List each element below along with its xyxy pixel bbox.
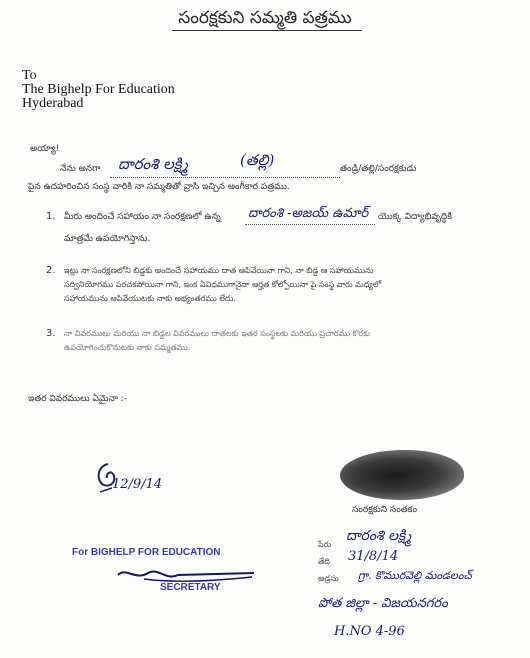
address-city: Hyderabad xyxy=(22,96,84,111)
document-title: సంరక్షకుని సమ్మతి పత్రము xyxy=(178,8,352,28)
address-org: The Bighelp For Education xyxy=(22,82,175,97)
point-2-line1: ఇట్లు నా సంరక్షణలోని బిడ్డకు అందించే సహాయము దాత ఆపివేయినా గాని, నా బిడ్డ ఆ సహాయమును xyxy=(64,266,374,275)
stamp-line2: SECRETARY xyxy=(160,582,221,593)
declaration-continuation: పైన ఉదహరించిన సంస్థ వారికి నా సమ్మతితో వ్రాసి ఇచ్చిన అంగీకార పత్రము. xyxy=(28,182,290,192)
point-1-text-line2: మాత్రమే ఉపయోగిస్తాను. xyxy=(64,234,151,244)
point-3-line2: ఉపయోగించుకొనుటకు నాకు సమ్మతము. xyxy=(64,343,191,352)
initial-date: 12/9/14 xyxy=(112,477,163,492)
point-2-line2: సద్వినియోగము పరచకపోయినా గాని, ఇంక ఏవిధముగానైనా అర్హత కోల్పోయినా పై సంస్థ వారు మధ్యలో xyxy=(64,280,382,289)
point-1-text-a: మీరు అందించే సహాయం నా సంరక్షణలో ఉన్న xyxy=(64,212,221,222)
other-details-label: ఇతర వివరములు ఏమైనా :- xyxy=(28,394,127,404)
field-address-label: అడ్రసు xyxy=(318,574,339,583)
name-fill-line xyxy=(110,177,340,178)
point-3-line1: నా వివరములు మరియు నా బిడ్డల వివరములు దాతలకు ఇతర సంస్థలకు మరియు ప్రచారము కొరకు xyxy=(64,329,371,338)
house-number: H.NO 4-96 xyxy=(334,624,405,639)
child-fill-line xyxy=(245,224,375,225)
salutation: అయ్యా! xyxy=(30,144,60,154)
thumbprint-image xyxy=(339,448,465,502)
address-continuation: పోత జిల్లా - విజయనగరం xyxy=(318,596,448,611)
relation-options: తండ్రి/తల్లి/సంరక్షకుడు xyxy=(340,164,417,174)
relation-handwritten: (తల్లి) xyxy=(240,151,275,169)
point-2-number: 2. xyxy=(46,265,56,276)
point-1-text-b: యొక్క విద్యాభివృద్ధికి xyxy=(378,212,453,222)
declaration-prefix: నేను అనగా xyxy=(60,164,101,174)
signature-caption: సంరక్షకుని సంతకం xyxy=(352,505,418,515)
point-3-number: 3. xyxy=(46,328,56,339)
point-1-number: 1. xyxy=(46,211,56,222)
field-date-label: తేది xyxy=(318,557,330,566)
child-name-handwritten: దారంశి -అజయ్ ఉమార్ xyxy=(248,206,369,221)
field-name-value: దారంశి లక్ష్మి xyxy=(346,528,412,544)
stamp-line1: For BIGHELP FOR EDUCATION xyxy=(72,547,221,558)
guardian-name-handwritten: దారంశి లక్ష్మి xyxy=(118,155,188,173)
field-address-value: గ్రా. కొమురవెల్లి మండలంచ్ xyxy=(358,569,472,582)
field-name-label: పేరు xyxy=(318,540,332,549)
address-to: To xyxy=(22,68,37,83)
point-2-line3: సహాయమును ఆపివేయుటకు నాకు అభ్యంతరము లేదు. xyxy=(64,294,236,303)
field-date-value: 31/8/14 xyxy=(348,549,399,564)
title-underline xyxy=(172,30,362,31)
